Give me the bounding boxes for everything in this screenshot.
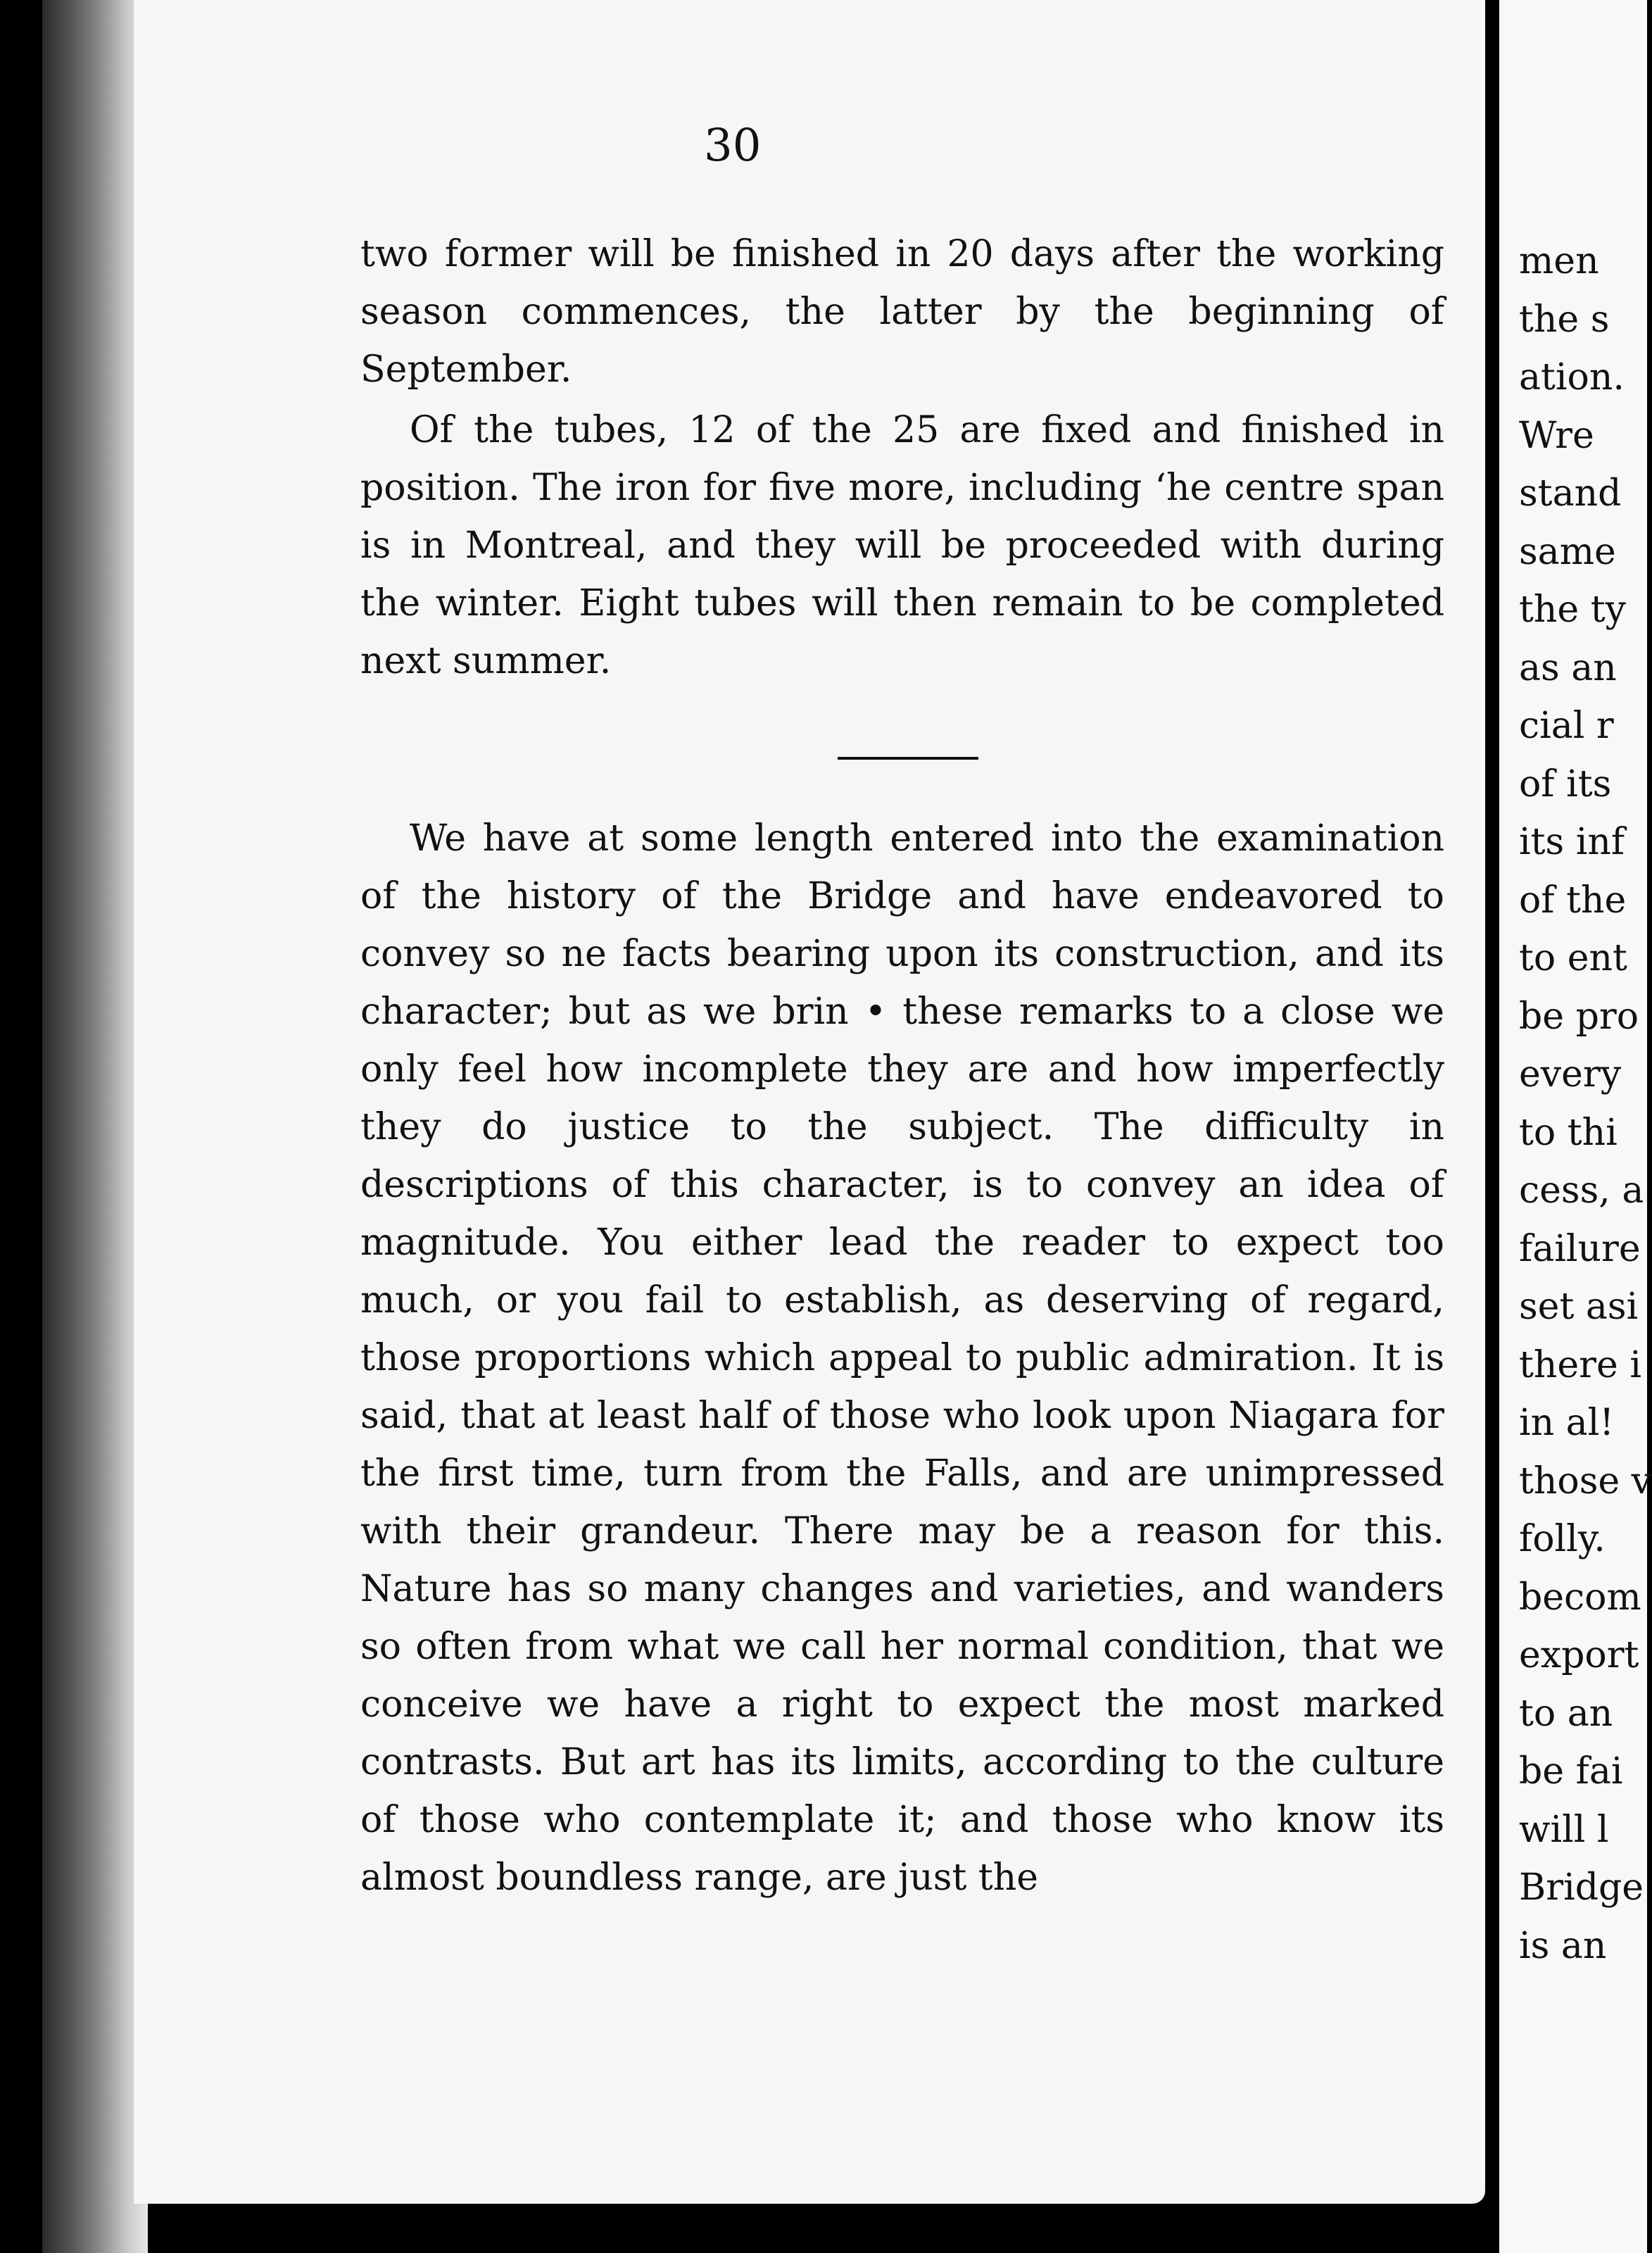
paragraph-1: two former will be finished in 20 days after the working season commences, the latter by the beginning of September. [360,233,1444,391]
facing-line: will l [1519,1808,1609,1851]
paragraph-2: Of the tubes, 12 of the 25 are fixed and finished in position. The iron for five more, including ‘he centre span is in Montreal, and they will be proceeded with during the winter. Eight tubes will then remain to be completed next summer. [360,409,1444,682]
facing-line: men [1519,240,1599,282]
facing-line: as an [1519,646,1617,689]
facing-line: its inf [1519,821,1625,863]
paragraph-3: We have at some length entered into the examination of the history of the Bridge and have endeavored to convey so ne facts bearing upon its construction, and its character; but as we brin • these remarks to a close we only feel how incomplete they are and how imperfectly they do justice to the subject. The difficulty in descriptions of this character, is to convey an idea of magnitude. You either lead the reader to expect too much, or you fail to establish, as deserving of regard, those proportions which appeal to public admiration. It is said, that at least half of those who look upon Niagara for the first time, turn from the Falls, and are unimpressed with their grandeur. There may be a reason for this. Nature has so many changes and varieties, and wanders so often from what we call her normal condition, that we conceive we have a right to expect the most marked contrasts. But art has its limits, according to the culture of those who contemplate it; and those who know its almost boundless range, are just the [360,817,1444,1899]
facing-page-text [1519,232,1652,1975]
facing-line: is an [1519,1924,1607,1967]
facing-line: the ty [1519,589,1626,631]
facing-line: the s [1519,298,1610,341]
facing-line: be pro [1519,995,1639,1038]
facing-line: folly. [1519,1518,1606,1560]
facing-line: becom [1519,1576,1641,1619]
facing-line: to ent [1519,937,1627,979]
facing-line: cial r [1519,705,1614,747]
facing-line: cess, a [1519,1169,1644,1212]
facing-line: ation. [1519,356,1625,398]
facing-line: set asi [1519,1286,1639,1328]
facing-line: export [1519,1634,1639,1676]
facing-line: every [1519,1053,1622,1096]
book-spine-edge [42,0,148,2253]
facing-line: same [1519,530,1616,573]
facing-line: be fai [1519,1750,1623,1793]
facing-line: Bridge [1519,1866,1644,1909]
facing-line: of the [1519,879,1627,922]
section-divider-rule [838,757,978,760]
facing-line: those v [1519,1460,1652,1502]
facing-line: stand [1519,472,1622,515]
facing-line: there i [1519,1343,1641,1386]
facing-line: to an [1519,1692,1613,1735]
facing-line: of its [1519,762,1612,805]
facing-line: Wre [1519,414,1594,457]
facing-line: in al! [1519,1402,1615,1444]
page-number: 30 [704,120,762,172]
facing-line: to thi [1519,1111,1618,1154]
facing-line: failure [1519,1227,1641,1270]
